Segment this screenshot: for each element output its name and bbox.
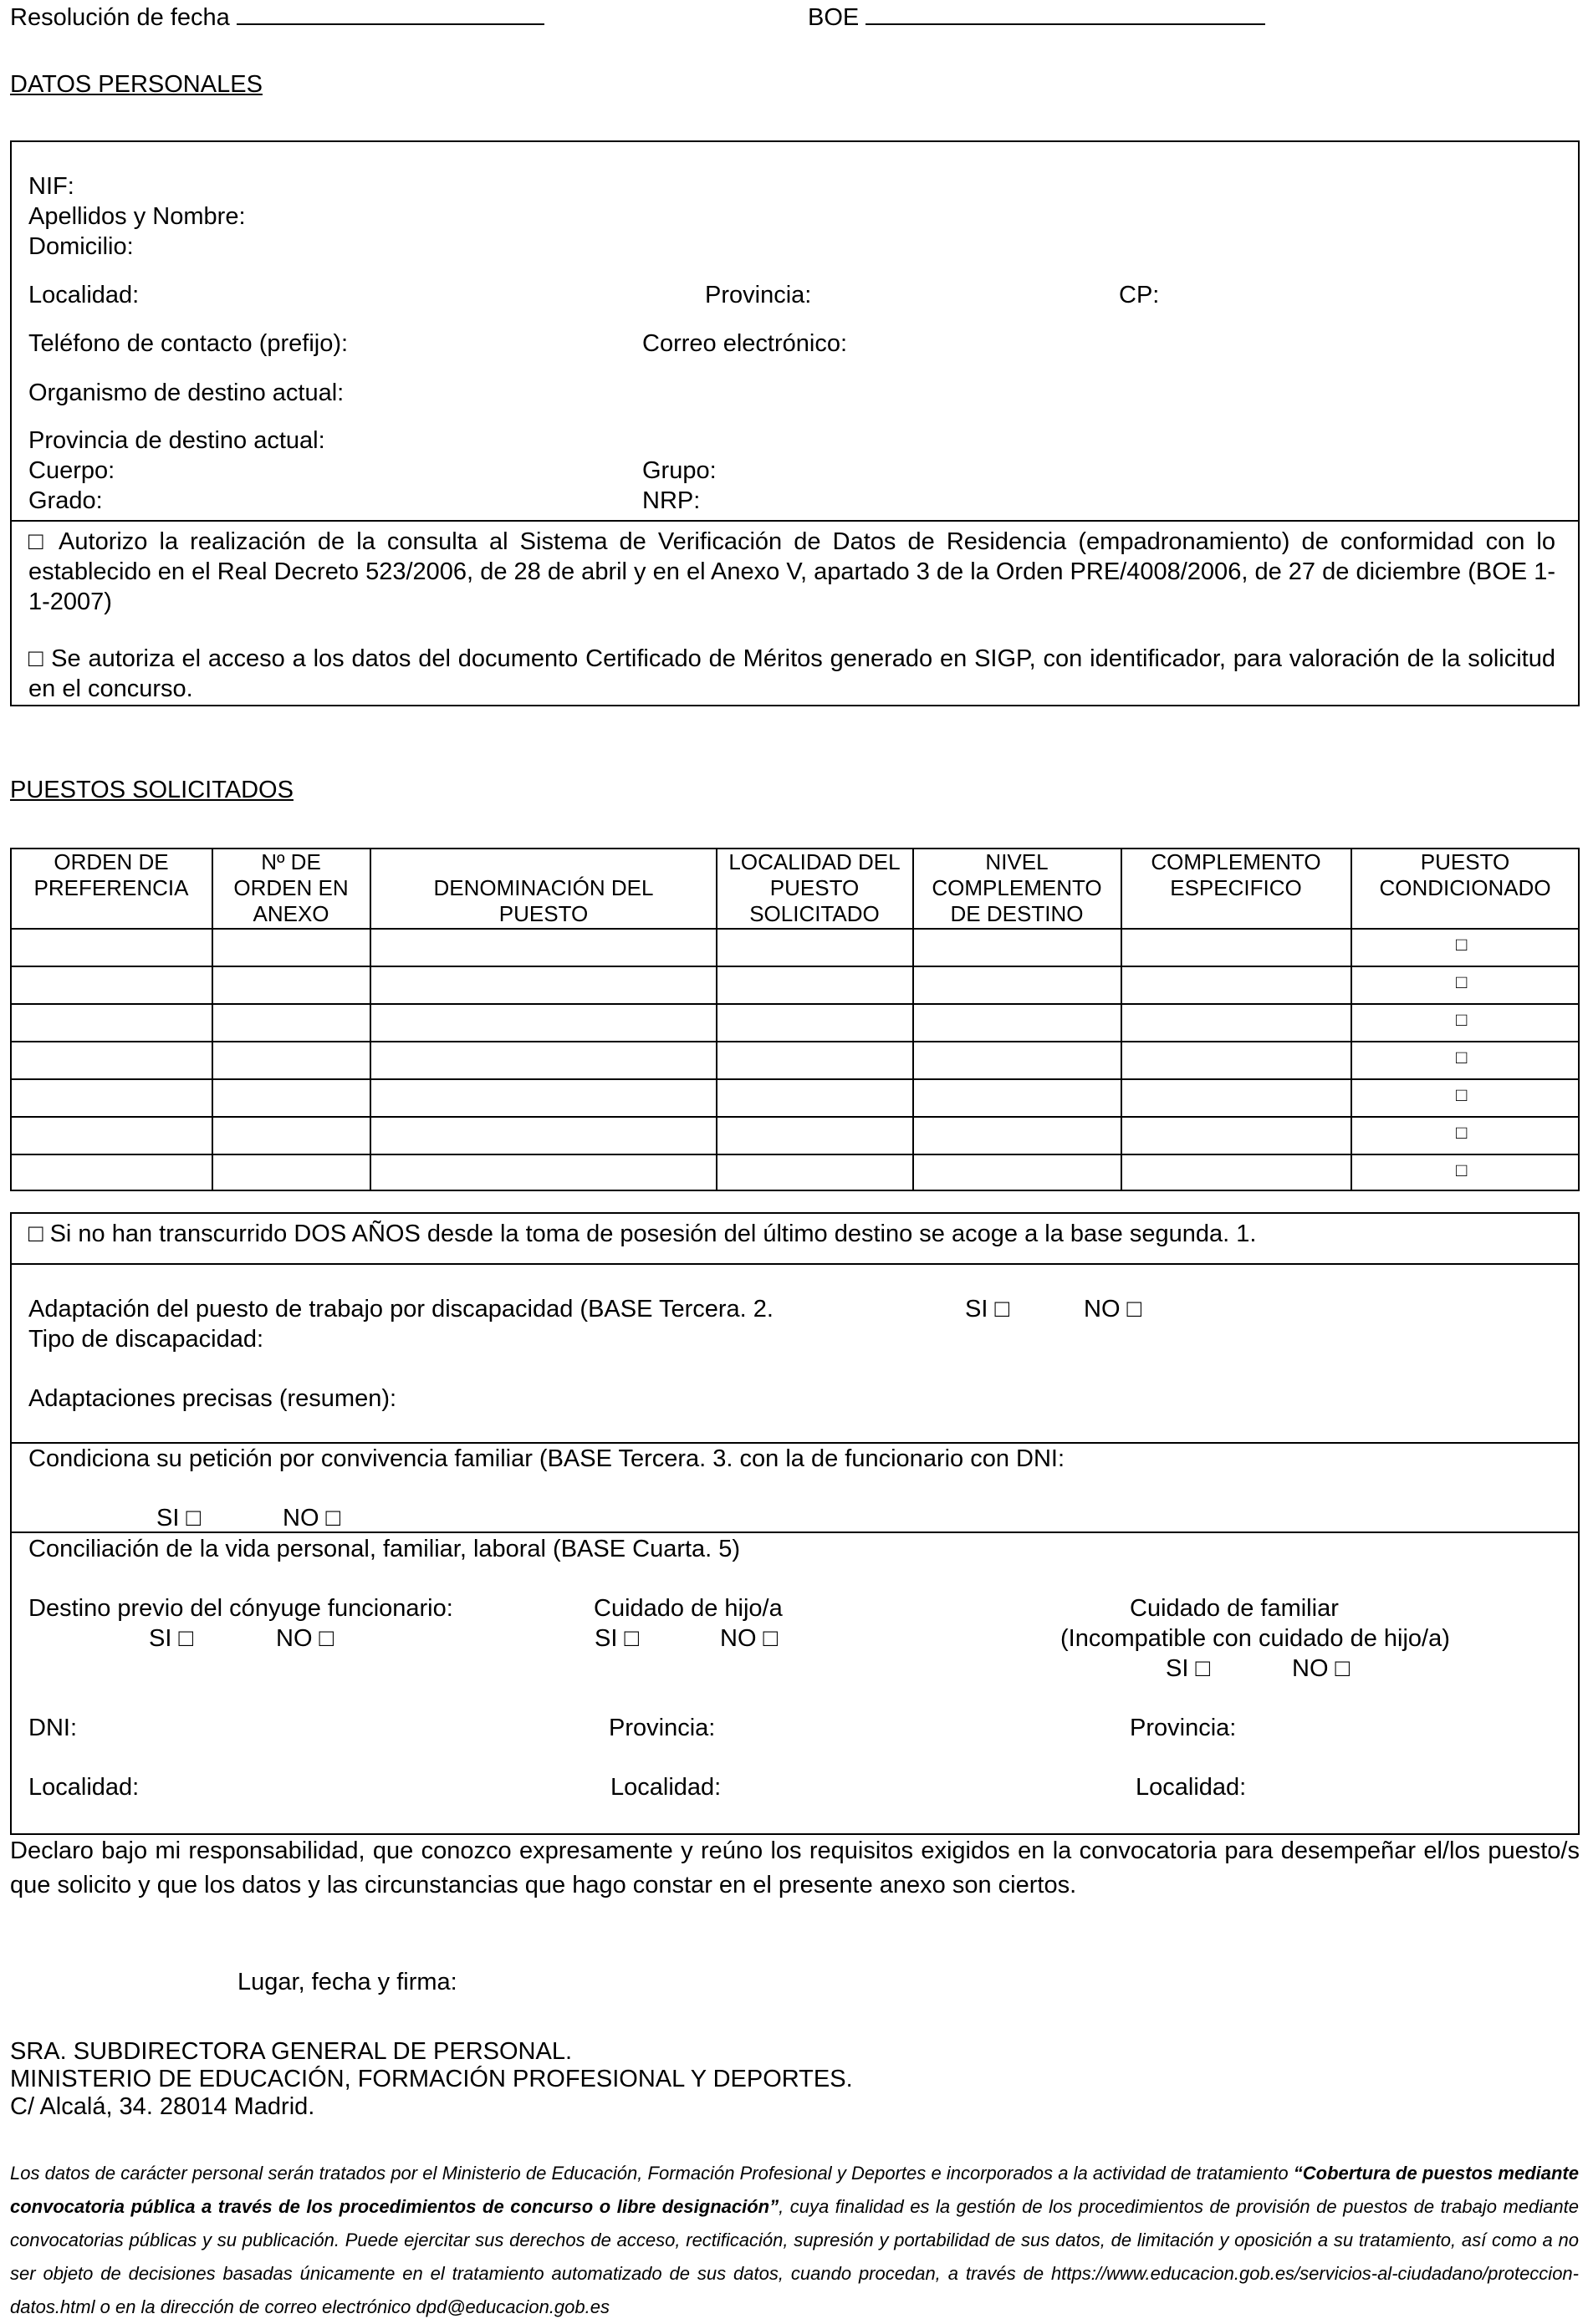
privacy-activity-name: “Cobertura de puestos mediante convocatoria pública a través de los procedimientos de concurso o libre designación” — [10, 2163, 1579, 2217]
col-divider — [1351, 848, 1352, 1191]
provincia-hijo-label: Provincia: — [609, 1715, 716, 1741]
puesto-condicionado-checkbox[interactable]: □ — [1456, 1084, 1468, 1105]
tipo-discapacidad-label: Tipo de discapacidad: — [28, 1326, 264, 1353]
adaptacion-si-checkbox[interactable]: SI □ — [965, 1296, 1009, 1323]
localidad-conyuge-label: Localidad: — [28, 1774, 140, 1801]
col-divider — [716, 848, 717, 1191]
condiciona-si-checkbox[interactable]: SI □ — [156, 1505, 201, 1531]
adaptaciones-label: Adaptaciones precisas (resumen): — [28, 1385, 397, 1412]
localidad-hijo-label: Localidad: — [610, 1774, 722, 1801]
autorizo-consulta-checkbox[interactable]: □ Autorizo la realización de la consulta al Sistema de Verificación de Datos de Residencia (empadronamiento) de conformidad con lo establecido en el Real Decreto 523/2006, de 28 de abril y en el Anexo V, apartado 3 de la Orden PRE/4008/2006, de 27 de diciembre (BOE 1-1-2007) — [28, 528, 1555, 615]
row-divider — [10, 1116, 1580, 1118]
declaracion-text: Declaro bajo mi responsabilidad, que conozco expresamente y reúno los requisitos exigidos en la convocatoria para desempeñar el/los puesto/s que solicito y que los datos y las circunstancias que hago constar en el presente anexo son ciertos. — [10, 1837, 1580, 1898]
grupo-label: Grupo: — [642, 457, 717, 484]
privacy-text-1: Los datos de carácter personal serán tratados por el Ministerio de Educación, Formación Profesional y Deportes e incorporados a la actividad de tratamiento — [10, 2163, 1294, 2184]
destino-conyuge-label: Destino previo del cónyuge funcionario: — [28, 1595, 453, 1622]
provincia-destino-label: Provincia de destino actual: — [28, 427, 325, 454]
adaptacion-no-checkbox[interactable]: NO □ — [1084, 1296, 1142, 1323]
telefono-label: Teléfono de contacto (prefijo): — [28, 330, 349, 357]
puesto-condicionado-checkbox[interactable]: □ — [1456, 1047, 1468, 1068]
col-header-denominacion: DENOMINACIÓN DEL PUESTO — [433, 875, 654, 926]
conciliacion-label: Conciliación de la vida personal, familiar, laboral (BASE Cuarta. 5) — [28, 1536, 741, 1562]
col-divider — [212, 848, 213, 1191]
localidad-familiar-label: Localidad: — [1136, 1774, 1247, 1801]
col-header-nivel: NIVEL COMPLEMENTO DE DESTINO — [932, 849, 1102, 926]
privacy-notice — [10, 2157, 1579, 2324]
col-divider — [912, 848, 914, 1191]
resolucion-fecha — [10, 2, 544, 33]
dni-label: DNI: — [28, 1715, 77, 1741]
privacy-text-2: , cuya finalidad es la gestión de los procedimientos de provisión de puestos de trabajo mediante convocatorias públicas y su publicación. Puede ejercitar sus derechos de acceso, rectificación, supresión y portabilidad de sus datos, de limitación y oposición a su tratamiento, así como a no ser objeto de decisiones basadas únicamente en el tratamiento automatizado de sus datos, cuando procedan, a través de https://www.educacion.gob.es/servicios-al-ciudadano/proteccion-datos.html o en la dirección de correo electrónico dpd@educacion.gob.es — [10, 2196, 1579, 2317]
table-header-divider — [10, 928, 1580, 930]
familiar-si-checkbox[interactable]: SI □ — [1166, 1655, 1210, 1682]
puesto-condicionado-checkbox[interactable]: □ — [1456, 1159, 1468, 1180]
apellidos-label: Apellidos y Nombre: — [28, 203, 246, 230]
resolucion-fecha-field[interactable] — [237, 2, 544, 25]
organismo-label: Organismo de destino actual: — [28, 380, 345, 406]
datos-personales-box — [10, 140, 1580, 706]
col-header-localidad: LOCALIDAD DEL PUESTO SOLICITADO — [728, 849, 901, 926]
row-divider — [10, 1078, 1580, 1080]
localidad-label: Localidad: — [28, 282, 140, 308]
cp-label: CP: — [1119, 282, 1160, 308]
lugar-fecha-firma: Lugar, fecha y firma: — [237, 1969, 457, 1995]
condiciones-divider — [10, 1263, 1580, 1265]
condiciones-divider — [10, 1442, 1580, 1444]
conyuge-si-checkbox[interactable]: SI □ — [149, 1625, 193, 1652]
destinatario-line3: C/ Alcalá, 34. 28014 Madrid. — [10, 2093, 315, 2120]
adaptacion-label: Adaptación del puesto de trabajo por discapacidad (BASE Tercera. 2. — [28, 1296, 774, 1323]
resolucion-label: Resolución de fecha — [10, 4, 230, 31]
col-header-orden: ORDEN DE PREFERENCIA — [33, 849, 189, 900]
condiciona-no-checkbox[interactable]: NO □ — [283, 1505, 341, 1531]
correo-label: Correo electrónico: — [642, 330, 847, 357]
hijo-no-checkbox[interactable]: NO □ — [720, 1625, 779, 1652]
boe-label: BOE — [808, 4, 860, 31]
cuerpo-label: Cuerpo: — [28, 457, 115, 484]
nif-label: NIF: — [28, 173, 74, 200]
condiciones-divider — [10, 1531, 1580, 1533]
nrp-label: NRP: — [642, 487, 701, 514]
condiciona-label: Condiciona su petición por convivencia familiar (BASE Tercera. 3. con la de funcionario con DNI: — [28, 1445, 1065, 1472]
row-divider — [10, 1041, 1580, 1042]
provincia-label: Provincia: — [705, 282, 812, 308]
conyuge-no-checkbox[interactable]: NO □ — [276, 1625, 334, 1652]
destinatario-line2: MINISTERIO DE EDUCACIÓN, FORMACIÓN PROFESIONAL Y DEPORTES. — [10, 2066, 853, 2092]
incompatible-label: (Incompatible con cuidado de hijo/a) — [1060, 1625, 1450, 1652]
datos-divider — [10, 520, 1580, 522]
col-header-numero: Nº DE ORDEN EN ANEXO — [233, 849, 349, 926]
familiar-no-checkbox[interactable]: NO □ — [1292, 1655, 1351, 1682]
col-header-complemento: COMPLEMENTO ESPECIFICO — [1151, 849, 1321, 900]
provincia-familiar-label: Provincia: — [1130, 1715, 1237, 1741]
row-divider — [10, 966, 1580, 967]
destinatario-line1: SRA. SUBDIRECTORA GENERAL DE PERSONAL. — [10, 2038, 573, 2065]
row-divider — [10, 1154, 1580, 1155]
row-divider — [10, 1003, 1580, 1005]
puesto-condicionado-checkbox[interactable]: □ — [1456, 1009, 1468, 1030]
dos-anos-checkbox[interactable]: □ Si no han transcurrido DOS AÑOS desde la toma de posesión del último destino se acoge a la base segunda. 1. — [28, 1221, 1257, 1247]
col-divider — [1121, 848, 1122, 1191]
puesto-condicionado-checkbox[interactable]: □ — [1456, 1122, 1468, 1143]
puesto-condicionado-checkbox[interactable]: □ — [1456, 971, 1468, 992]
cuidado-familiar-label: Cuidado de familiar — [1130, 1595, 1339, 1622]
col-divider — [370, 848, 371, 1191]
col-header-condicionado: PUESTO CONDICIONADO — [1379, 849, 1551, 900]
grado-label: Grado: — [28, 487, 103, 514]
boe-field[interactable] — [865, 2, 1265, 25]
puestos-solicitados-title: PUESTOS SOLICITADOS — [10, 777, 294, 803]
boe-reference — [808, 2, 1265, 33]
cuidado-hijo-label: Cuidado de hijo/a — [594, 1595, 783, 1622]
hijo-si-checkbox[interactable]: SI □ — [595, 1625, 639, 1652]
puesto-condicionado-checkbox[interactable]: □ — [1456, 934, 1468, 955]
domicilio-label: Domicilio: — [28, 233, 134, 260]
datos-personales-title: DATOS PERSONALES — [10, 71, 263, 98]
autoriza-acceso-checkbox[interactable]: □ Se autoriza el acceso a los datos del documento Certificado de Méritos generado en SIGP, con identificador, para valoración de la solicitud en el concurso. — [28, 645, 1555, 702]
